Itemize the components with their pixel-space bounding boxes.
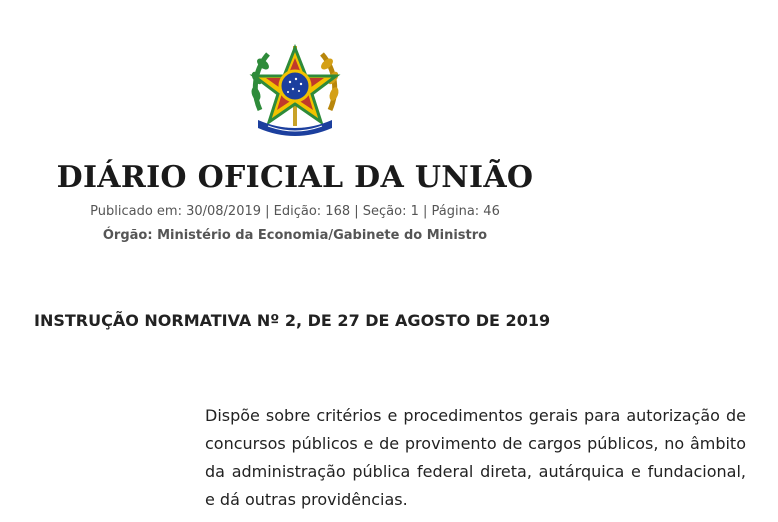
brazil-coat-of-arms-icon: [246, 40, 344, 138]
document-ementa: Dispõe sobre critérios e procedimentos gerais para autorização de concursos públicos e de provimento de cargos públicos, no âmbito da administração pública federal direta, autárquica e fundacional, e dá outras providências.: [205, 406, 746, 509]
orgao-label: Órgão:: [102, 228, 153, 243]
orgao-value: Ministério da Economia/Gabinete do Ministro: [157, 228, 488, 243]
newspaper-title: DIÁRIO OFICIAL DA UNIÃO: [56, 160, 534, 195]
document-title: INSTRUÇÃO NORMATIVA Nº 2, DE 27 DE AGOSTO DE 2019: [34, 311, 551, 330]
orgao-line: [40, 228, 550, 243]
publication-info: Publicado em: 30/08/2019 | Edição: 168 | Seção: 1 | Página: 46: [90, 204, 500, 219]
